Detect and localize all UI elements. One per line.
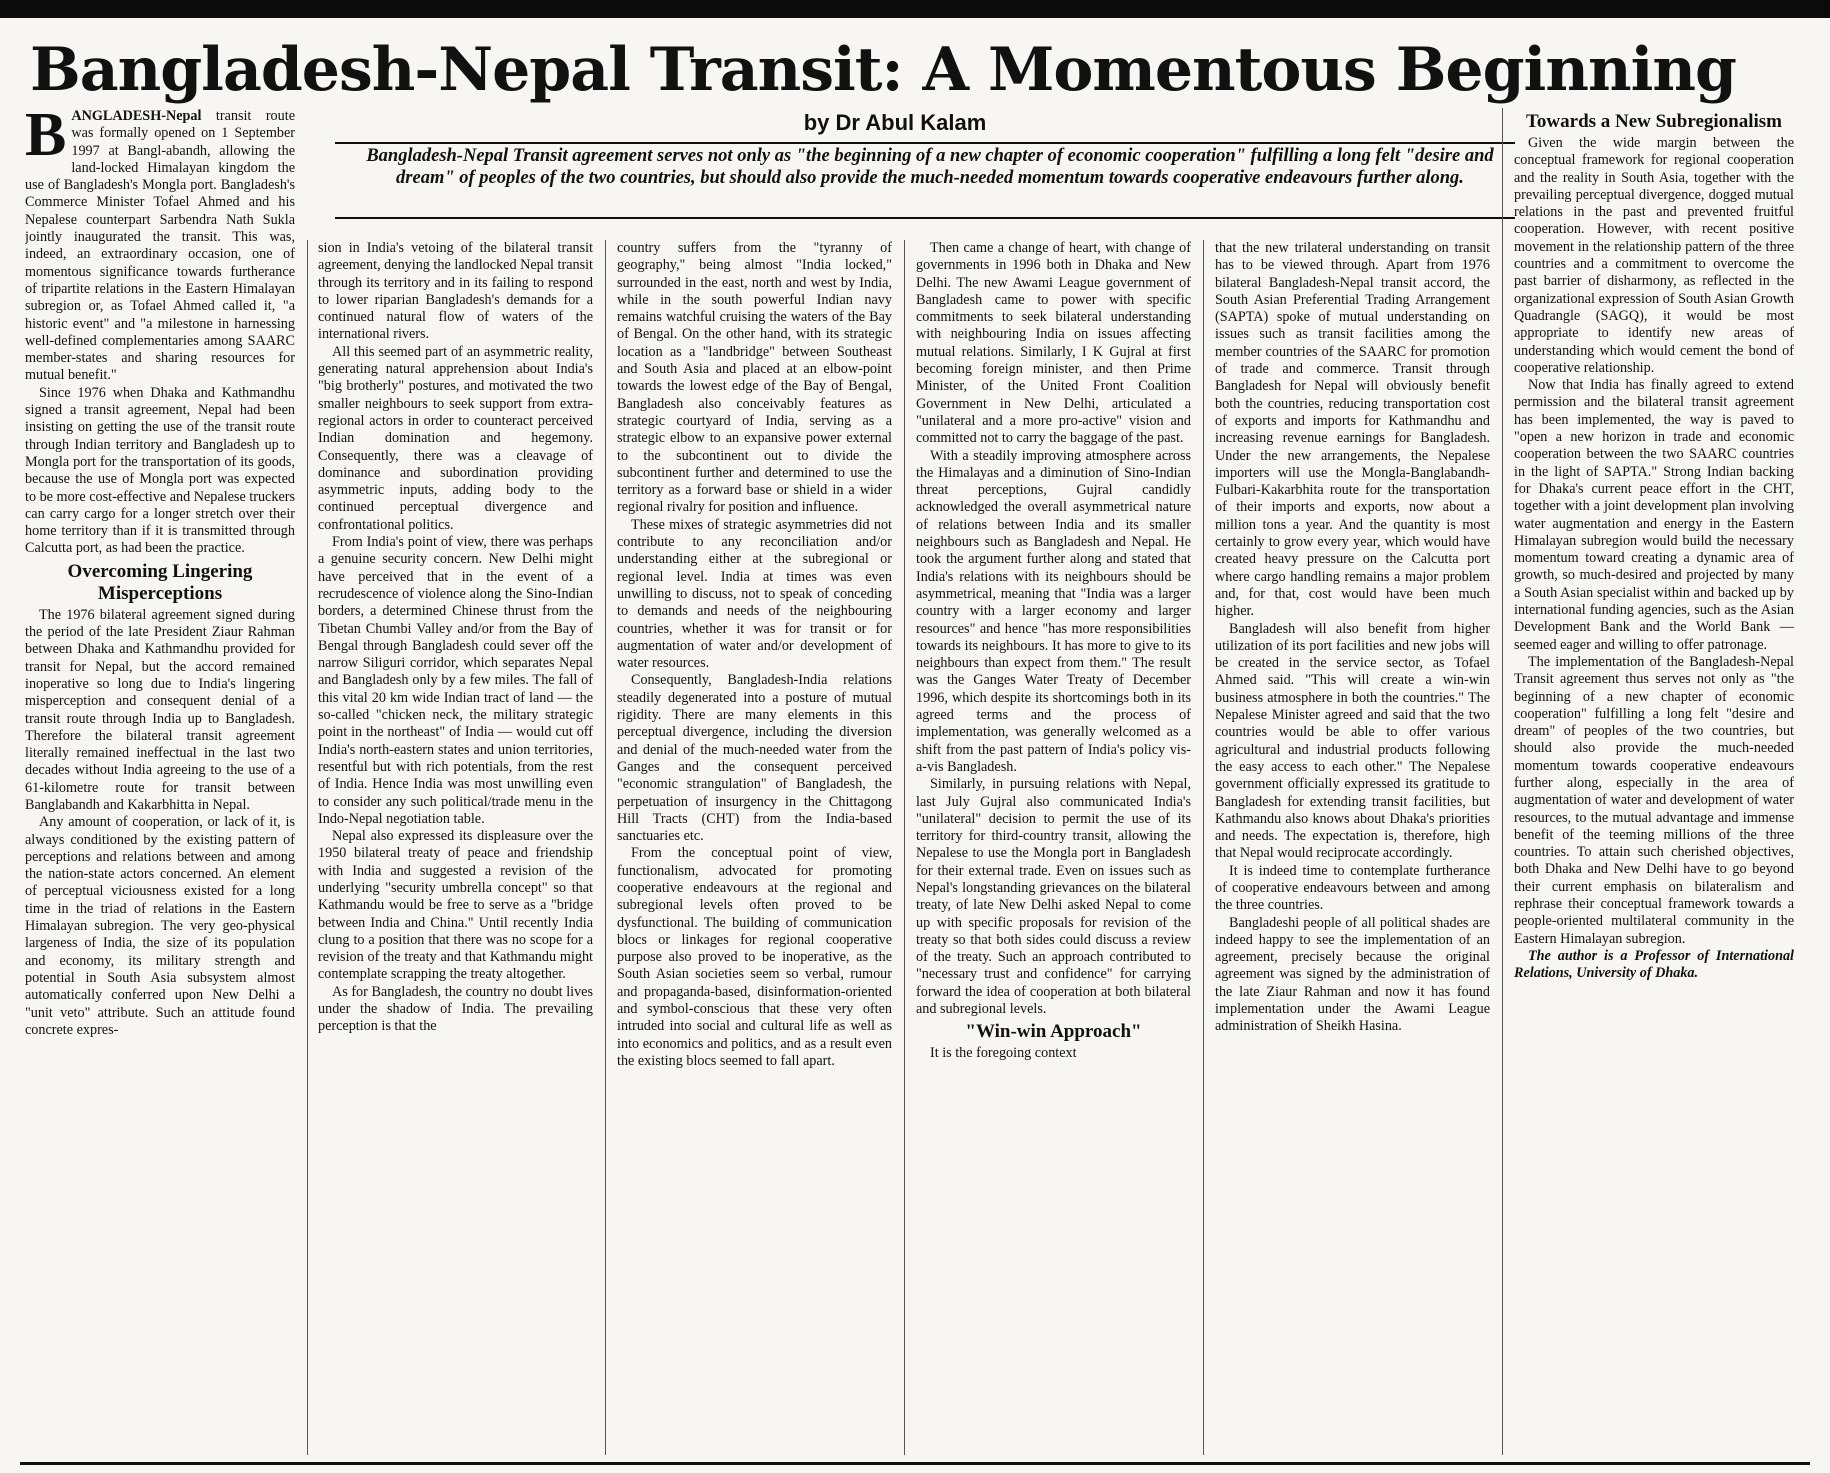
deck-rule-top xyxy=(335,142,1515,144)
col2-paragraph-5: As for Bangladesh, the country no doubt lives under the shadow of India. The prevailing perception is that the xyxy=(318,983,593,1035)
col1-subheading: Overcoming Lingering Misperceptions xyxy=(67,560,253,604)
col2-paragraph-1: sion in India's vetoing of the bilateral transit agreement, denying the landlocked Nepal transit through its territory and in its failing to respond to lower riparian Bangladesh's demands for a continued natural flow of waters of the international rivers. xyxy=(318,240,593,343)
column-separator xyxy=(605,240,606,1455)
col5-paragraph-3: It is indeed time to contemplate furtherance of cooperative endeavours between and among the three countries. xyxy=(1215,862,1490,914)
col6-paragraph-1: Given the wide margin between the conceptual framework for regional cooperation and the reality in South Asia, together with the prevailing perceptual divergence, dogged mutual relations in the past and prevented fruitful cooperation. However, with recent positive movement in the relationship pattern of the three countries and a commitment to overcome the past barrier of disharmony, as reflected in the organizational expression of South Asian Growth Quadrangle (SAGQ), it would be most appropriate to identify new areas of understanding which would cement the bond of cooperative relationship. xyxy=(1514,135,1794,376)
col3-paragraph-3: Consequently, Bangladesh-India relations steadily degenerated into a posture of mutual rigidity. There are many elements in this perceptual divergence, including the diversion and denial of the much-needed water from the Ganges and the consequent perceived "economic strangulation" of Bangladesh, the perpetuation of insurgency in the Chittagong Hill Tracts (CHT) from the India-based sanctuaries etc. xyxy=(617,672,892,845)
col4-paragraph-3: Similarly, in pursuing relations with Nepal, last July Gujral also communicated India's "unilateral" decision to permit the use of its territory for third-country transit, allowing the Nepalese to use the Mongla port in Bangladesh for their external trade. Even on issues such as Nepal's longstanding grievances on the bilateral treaty, of late New Delhi asked Nepal to come up with specific proposals for revision of the treaty so that both sides could discuss a review of the treaty. Such an approach contributed to "necessary trust and confidence" for carrying forward the idea of cooperation at both bilateral and subregional levels. xyxy=(916,776,1191,1018)
col4-paragraph-2: With a steadily improving atmosphere across the Himalayas and a diminution of Sino-Indian threat perceptions, Gujral candidly acknowledged the overall asymmetrical nature of relations between India and its smaller neighbours such as Bangladesh and Nepal. He took the argument further along and stated that India's relations with its neighbours should be asymmetrical, meaning that "India was a larger country with a larger economy and larger resources" and hence "has more responsibilities towards its neighbours. It has more to give to its neighbours than expect from them." The result was the Ganges Water Treaty of December 1996, which despite its shortcomings both in its agreed terms and the process of implementation, was generally welcomed as a shift from the past pattern of India's policy vis-a-vis Bangladesh. xyxy=(916,447,1191,775)
col1-paragraph-2: Since 1976 when Dhaka and Kathmandhu signed a transit agreement, Nepal had been insisting on getting the use of the transit route through Indian territory and Bangladesh up to Mongla port for the transportation of its goods, because the use of Mongla port was expected to be more cost-effective and Nepalese truckers can carry cargo for a longer stretch over their home territory than if it is transmitted through Calcutta port, as had been the practice. xyxy=(25,384,295,557)
col4-paragraph-1: Then came a change of heart, with change of governments in 1996 both in Dhaka and New Delhi. The new Awami League government of Bangladesh came to power with specific commitments to seek bilateral understanding with neighbouring India on issues affecting mutual relations. Similarly, I K Gujral at first becoming foreign minister, and then Prime Minister, of the United Front Coalition Government in New Delhi, articulated a "unilateral and a more pro-active" vision and committed not to carry the baggage of the past. xyxy=(916,240,1191,447)
column-separator xyxy=(1203,240,1204,1455)
col4-subheading: "Win-win Approach" xyxy=(965,1021,1142,1043)
lead-caps: ANGLADESH-Nepal xyxy=(71,108,202,124)
column-separator xyxy=(307,240,308,1455)
drop-cap: B xyxy=(25,108,67,169)
col2-paragraph-4: Nepal also expressed its displeasure over the 1950 bilateral treaty of peace and friendship with India and suggested a revision of the underlying "security umbrella concept" so that Kathmandu would be free to serve as a "bridge between India and China." Until recently India clung to a position that there was no scope for a revision of the treaty and that Kathmandu might contemplate scrapping the treaty altogether. xyxy=(318,828,593,983)
top-black-bar xyxy=(0,0,1830,18)
col4-paragraph-4: It is the foregoing context xyxy=(930,1045,1077,1062)
column-4 xyxy=(916,240,1191,1455)
col6-paragraph-2: Now that India has finally agreed to extend permission and the bilateral transit agreement has been implemented, the way is paved to "open a new horizon in trade and economic cooperation between the two SAARC countries in the light of SAPTA." Strong Indian backing for Dhaka's current peace effort in the CHT, together with a joint development plan involving water augmentation and energy in the Eastern Himalayan subregion would build the necessary momentum toward creating a dynamic area of growth, so much-desired and projected by many a South Asian specialist within and backed up by international funding agencies, such as the Asian Development Bank and the World Bank — seemed eager and willing to offer patronage. xyxy=(1514,377,1794,653)
headline: Bangladesh-Nepal Transit: A Momentous Beginning xyxy=(30,35,1736,105)
column-separator xyxy=(1502,108,1503,1455)
col3-paragraph-2: These mixes of strategic asymmetries did not contribute to any reconciliation and/or understanding either at the subregional or regional level. India at times was even unwilling to discuss, not to speak of conceding to demands and needs of the neighbouring countries, whether it was for transit or for augmentation of water and/or development of water resources. xyxy=(617,516,892,672)
col2-paragraph-3: From India's point of view, there was perhaps a genuine security concern. New Delhi might have perceived that in the event of a recrudescence of violence along the Sino-Indian borders, a determined Chinese thrust from the Tibetan Chumbi Valley and/or from the Bay of Bengal through Bangladesh could sever off the narrow Siliguri corridor, which separates Nepal and Bangladesh only by a few miles. The fall of this vital 20 km wide Indian tract of land — the so-called "chicken neck, the military strategic point in the northeast" of India — would cut off India's north-eastern states and union territories, resentful but with rich potentials, from the rest of India. Hence India was most unwilling even to consider any such political/trade menu in the Indo-Nepal negotiation table. xyxy=(318,534,593,827)
col6-subheading: Towards a New Subregionalism xyxy=(1525,111,1783,132)
deck-rule-bottom xyxy=(335,217,1515,219)
byline: by Dr Abul Kalam xyxy=(803,110,987,135)
column-2 xyxy=(318,240,593,1455)
col1-p1-text: transit route was formally opened on 1 September 1997 at Bangl-abandh, allowing the land-locked Himalayan kingdom the use of Bangladesh's Mongla port. Bangladesh's Commerce Minister Tofael Ahmed and his Nepalese counterpart Sarbendra Nath Sukla jointly inaugurated the transit. This was, indeed, an extraordinary occasion, one of momentous significance towards furtherance of tripartite relations in the Eastern Himalayan subregion or, as Tofael Ahmed called it, "a historic event" and "a milestone in harnessing well-defined complementaries among SAARC member-states and sharing resources for mutual benefit." xyxy=(25,108,295,384)
column-1 xyxy=(25,108,295,1453)
column-3 xyxy=(617,240,892,1455)
col5-paragraph-2: Bangladesh will also benefit from higher utilization of its port facilities and new jobs will be created in the service sector, as Tofael Ahmed said. "This will create a win-win business atmosphere in both the countries." The Nepalese Minister agreed and said that the two countries would be able to offer various agricultural and industrial products following the easy access to each other." The Nepalese government officially expressed its gratitude to Bangladesh for extending transit facilities, but Kathmandu also knows about Dhaka's priorities and needs. The expectation is, therefore, high that Nepal would reciprocate accordingly. xyxy=(1215,620,1490,862)
column-6 xyxy=(1514,108,1794,1455)
col1-paragraph-1 xyxy=(25,108,295,385)
col2-paragraph-2: All this seemed part of an asymmetric reality, generating natural apprehension about India's "big brotherly" postures, and motivated the two smaller neighbours to seek support from extra-regional actors in order to counteract perceived Indian domination and hegemony. Consequently, there was a cleavage of dominance and subordination providing asymmetric inputs, adding body to the continued perceptual divergence and confrontational politics. xyxy=(318,343,593,533)
deck: Bangladesh-Nepal Transit agreement serves not only as "the beginning of a new chapter of economic cooperation" fulfilling a long felt "desire and dream" of peoples of the two countries, but should also provide the much-needed momentum towards cooperative endeavours further along. xyxy=(366,146,1494,188)
bottom-rule xyxy=(20,1462,1810,1465)
column-5 xyxy=(1215,240,1490,1455)
col6-paragraph-3: The implementation of the Bangladesh-Nepal Transit agreement thus serves not only as "the beginning of a new chapter of economic cooperation" fulfilling a long felt "desire and dream" of peoples of the two countries, but should also provide the much-needed momentum towards cooperative endeavours further along, especially in the area of augmentation of water and development of water resources, to the mutual advantage and immense benefit of the teeming millions of the three countries. To attain such cherished objectives, both Dhaka and New Delhi have to go beyond their current emphasis on bilateralism and rephrase their conceptual framework towards a people-oriented multilateral community in the Eastern Himalayan subregion. xyxy=(1514,653,1794,947)
col5-paragraph-4: Bangladeshi people of all political shades are indeed happy to see the implementation of an agreement, precisely because the original agreement was signed by the administration of the late Ziaur Rahman and now it has found implementation under the Awami League administration of Sheikh Hasina. xyxy=(1215,914,1490,1035)
column-separator xyxy=(904,240,905,1455)
col3-paragraph-1: country suffers from the "tyranny of geography," being almost "India locked," surrounded in the east, north and west by India, while in the south powerful Indian navy remains watchful cruising the waters of the Bay of Bengal. On the other hand, with its strategic location as a "landbridge" between Southeast and South Asia and placed at an elbow-point towards the lowest edge of the Bay of Bengal, Bangladesh also conceivably features as strategic courtyard of India, serving as a strategic elbow to an expansive power external to the subcontinent out to divide the subcontinent further and determined to use the territory as a forward base or shield in a wider regional rivalry for position and influence. xyxy=(617,240,892,516)
col1-paragraph-4: Any amount of cooperation, or lack of it, is always conditioned by the existing pattern of perceptions and relations between and among the nation-state actors concerned. An element of perceptual viciousness existed for a long time in the triad of relations in the Eastern Himalayan subregion. The very geo-physical largeness of India, the size of its population and economy, its military strength and potential in South Asia subsystem almost automatically conferred upon New Delhi a "unit veto" attribute. Such an attitude found concrete expres- xyxy=(25,814,295,1038)
col1-paragraph-3: The 1976 bilateral agreement signed during the period of the late President Ziaur Rahman between Dhaka and Kathmandhu provided for transit for Nepal, but the accord remained inoperative so long due to India's lingering misperception and consequent denial of a transit route through India up to Bangladesh. Therefore the bilateral transit agreement literally remained ineffectual in the last two decades without India agreeing to the use of a 61-kilometre route for transit between Banglabandh and Kakarbhitta in Nepal. xyxy=(25,606,295,813)
col5-paragraph-1: that the new trilateral understanding on transit has to be viewed through. Apart from 1976 bilateral Bangladesh-Nepal transit accord, the South Asian Preferential Trading Arrangement (SAPTA) spoke of mutual understanding on issues such as transit facilities among the member countries of the SAARC for promotion of trade and commerce. Transit through Bangladesh for Nepal will obviously benefit both the countries, reducing transportation cost of exports and imports for Kathmandhu and increasing revenue earnings for Bangladesh. Under the new arrangements, the Nepalese importers will use the Mongla-Banglabandh-Fulbari-Kakarbhita route for the transportation of their imports and exports, now about a million tons a year. And the quantity is most certainly to grow every year, which would have created heavy pressure on the Calcutta port where cargo handling remains a major problem and, for that, cost would have been much higher. xyxy=(1215,240,1490,620)
col3-paragraph-4: From the conceptual point of view, functionalism, advocated for promoting cooperative endeavours at the regional and subregional levels often proved to be dysfunctional. The building of communication blocs or linkages for regional cooperative purpose also proved to be inoperative, as the South Asian societies seem so verbal, rumour and propaganda-based, disinformation-oriented and symbol-conscious that these very often intruded into social and cultural life as well as into economics and politics, and as a result even the existing blocs seemed to fall apart. xyxy=(617,845,892,1069)
author-note: The author is a Professor of International Relations, University of Dhaka. xyxy=(1514,947,1794,982)
